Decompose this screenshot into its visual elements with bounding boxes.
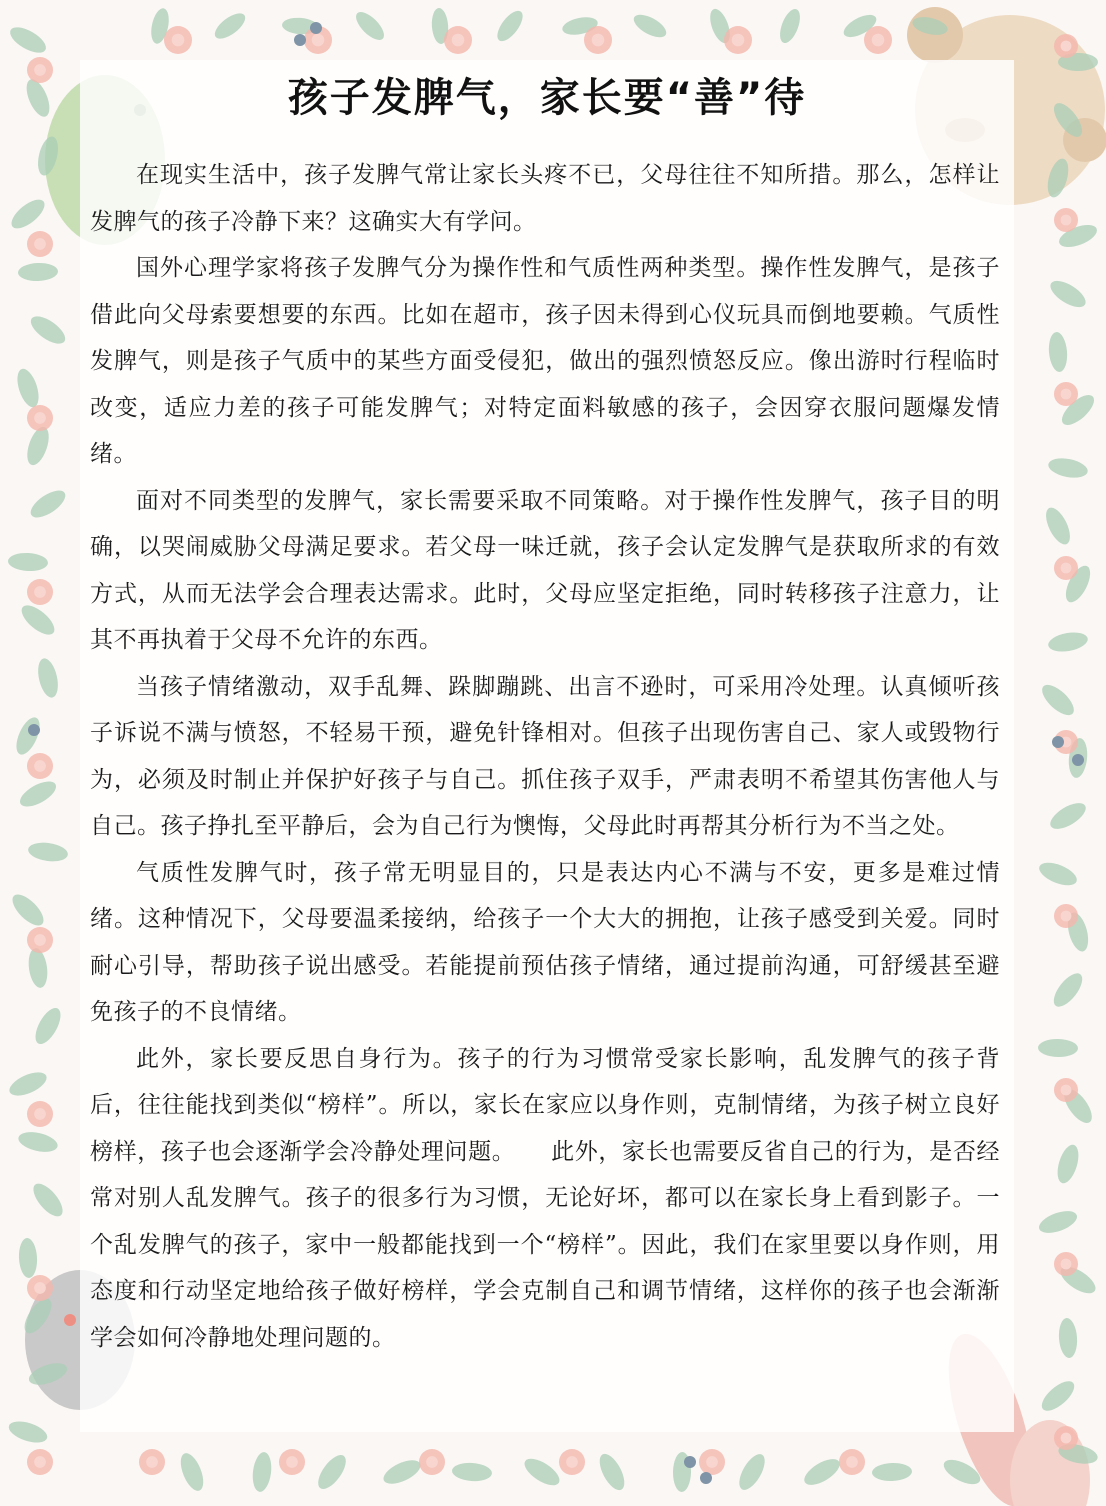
leaf-icon [18, 1238, 38, 1279]
leaf-icon [13, 366, 42, 410]
leaf-icon [313, 1451, 351, 1494]
paragraph-5: 气质性发脾气时，孩子常无明显目的，只是表达内心不满与不安，更多是难过情绪。这种情况下，父母要温柔接纳，给孩子一个大大的拥抱，让孩子感受到关爱。同时耐心引导，帮助孩子说出感受。若能提前预估孩子情绪，通过提前沟通，可舒缓甚至避免孩子的不良情绪。 [90, 859, 1000, 1025]
flower-icon [419, 1449, 445, 1475]
flower-icon [699, 1449, 725, 1475]
berry-icon [294, 34, 306, 46]
leaf-icon [1047, 331, 1068, 372]
leaf-icon [630, 10, 669, 42]
leaf-icon [1037, 680, 1079, 720]
flower-icon [27, 231, 53, 257]
flower-icon [139, 1449, 165, 1475]
leaf-icon [1036, 858, 1080, 890]
leaf-icon [352, 8, 389, 45]
leaf-icon [1054, 1142, 1083, 1186]
leaf-icon [6, 22, 50, 58]
flower-icon [724, 26, 752, 54]
berry-icon [1072, 754, 1084, 766]
flower-icon [1054, 382, 1078, 406]
leaf-icon [493, 7, 528, 46]
paragraph-3: 面对不同类型的发脾气，家长需要采取不同策略。对于操作性发脾气，孩子目的明确，以哭闹威胁父母满足要求。若父母一味迁就，孩子会认定发脾气是获取所求的有效方式，从而无法学会合理表达需求。此时，父母应坚定拒绝，同时转移孩子注意力，让其不再执着于父母不允许的东西。 [90, 487, 1000, 653]
article-title: 孩子发脾气，家长要“善”待 [287, 75, 807, 121]
leaf-icon [8, 552, 49, 572]
article-body [90, 152, 1000, 1361]
leaf-icon [595, 1450, 630, 1494]
leaf-icon [30, 1004, 65, 1048]
flower-icon [839, 1449, 865, 1475]
flower-icon [1054, 904, 1078, 928]
flower-icon [1054, 1426, 1078, 1450]
flower-icon [27, 1449, 53, 1475]
leaf-icon [7, 194, 49, 233]
flower-icon [27, 405, 53, 431]
paragraph-2: 国外心理学家将孩子发脾气分为操作性和气质性两种类型。操作性发脾气，是孩子借此向父母索要想要的东西。比如在超市，孩子因未得到心仪玩具而倒地要赖。气质性发脾气，则是孩子气质中的某些方面受侵犯，做出的强烈愤怒反应。像出游时行程临时改变，适应力差的孩子可能发脾气；对特定面料敏感的孩子，会因穿衣服问题爆发情绪。 [90, 255, 1000, 467]
leaf-icon [800, 1454, 844, 1490]
leaf-icon [26, 947, 49, 989]
leaf-icon [26, 485, 69, 522]
leaf-icon [1041, 504, 1075, 548]
leaf-icon [1036, 1207, 1080, 1238]
leaf-icon [12, 714, 45, 758]
leaf-icon [520, 1454, 563, 1491]
flower-icon [27, 57, 53, 83]
leaf-icon [27, 840, 69, 863]
flower-icon [864, 26, 892, 54]
berry-icon [700, 1472, 712, 1484]
leaf-icon [1049, 969, 1088, 1012]
leaf-icon [7, 889, 48, 930]
leaf-icon [380, 1455, 424, 1488]
flower-icon [584, 26, 612, 54]
leaf-icon [734, 1450, 770, 1494]
flower-icon [559, 1449, 585, 1475]
flower-icon [164, 26, 192, 54]
leaf-icon [26, 311, 69, 349]
leaf-icon [451, 1462, 492, 1483]
flower-icon [444, 26, 472, 54]
leaf-icon [1038, 1039, 1078, 1058]
leaf-icon [1047, 455, 1090, 480]
flower-icon [27, 579, 53, 605]
leaf-icon [17, 600, 59, 640]
leaf-icon [6, 1417, 50, 1446]
leaf-icon [251, 1451, 274, 1493]
leaf-icon [16, 776, 60, 811]
flower-icon [1054, 556, 1078, 580]
leaf-icon [211, 9, 250, 44]
leaf-icon [1047, 630, 1090, 655]
leaf-icon [872, 1462, 913, 1481]
leaf-icon [18, 262, 59, 281]
leaf-icon [28, 1179, 68, 1221]
leaf-icon [1046, 276, 1089, 312]
flower-icon [1054, 208, 1078, 232]
flower-icon [27, 927, 53, 953]
flower-icon [1054, 1078, 1078, 1102]
paragraph-4: 当孩子情绪激动，双手乱舞、跺脚蹦跳、出言不逊时，可采用冷处理。认真倾听孩子诉说不满与愤怒，不轻易干预，避免针锋相对。但孩子出现伤害自己、家人或毁物行为，必须及时制止并保护好孩子与自己。抓住孩子双手，严肃表明不希望其伤害他人与自己。孩子挣扎至平静后，会为自己行为懊悔，父母此时再帮其分析行为不当之处。 [90, 673, 1000, 839]
berry-icon [310, 22, 322, 34]
berry-icon [1052, 736, 1064, 748]
leaf-icon [1058, 1317, 1079, 1358]
paragraph-6: 此外，家长要反思自身行为。孩子的行为习惯常受家长影响，乱发脾气的孩子背后，往往能找到类似“榜样”。所以，家长在家应以身作则，克制情绪，为孩子树立良好榜样，孩子也会逐渐学会冷静处理问题。 此外，家长也需要反省自己的行为，是否经常对别人乱发脾气。孩子的很多行为习惯，无论好坏，都可以在家长身上看到影子。一个乱发脾气的孩子，家中一般都能找到一个“榜样”。因此，我们在家里要以身作则，用态度和行动坚定地给孩子做好榜样，学会克制自己和调节情绪，这样你的孩子也会渐渐学会如何冷静地处理问题的。 [90, 1045, 1000, 1351]
leaf-icon [1046, 798, 1090, 834]
flower-icon [27, 1275, 53, 1301]
leaf-icon [16, 1129, 59, 1156]
flower-icon [1054, 34, 1078, 58]
flower-icon [279, 1449, 305, 1475]
flower-icon [27, 753, 53, 779]
leaf-icon [35, 656, 62, 699]
berry-icon [684, 1456, 696, 1468]
paragraph-1: 在现实生活中，孩子发脾气常让家长头疼不已，父母往往不知所措。那么，怎样让发脾气的孩子冷静下来？这确实大有学问。 [90, 162, 1000, 235]
flower-icon [1054, 1252, 1078, 1276]
leaf-icon [1037, 1376, 1079, 1416]
berry-icon [28, 724, 40, 736]
leaf-icon [176, 1450, 208, 1494]
leaf-icon [6, 1068, 50, 1101]
flower-icon [27, 1101, 53, 1127]
leaf-icon [776, 6, 804, 45]
